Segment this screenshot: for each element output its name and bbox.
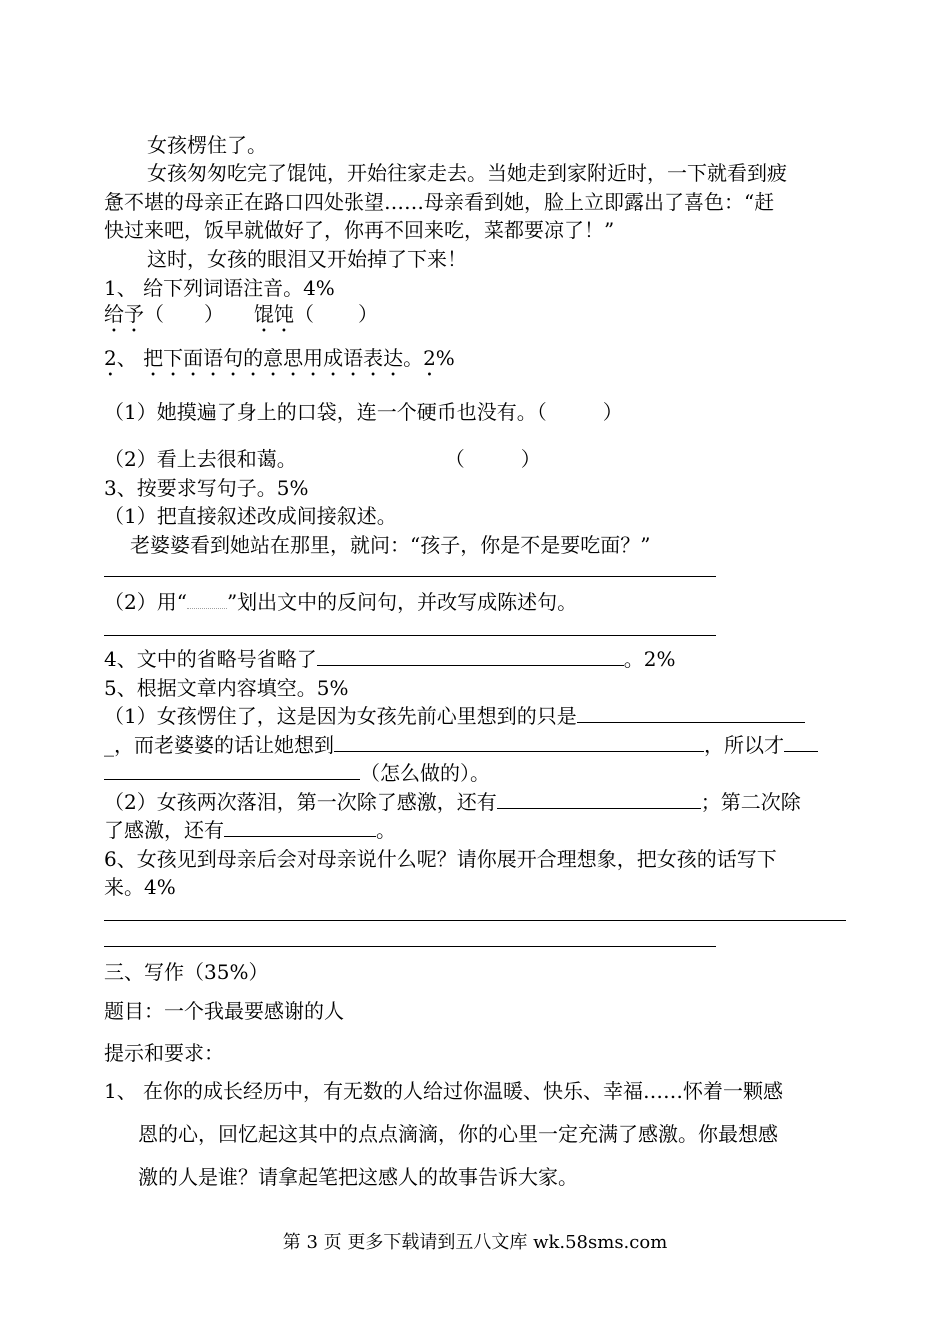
question-3-title: 3、按要求写句子。5% — [104, 476, 309, 500]
question-5-line: 了感激，还有 。 — [104, 818, 396, 842]
writing-hint-line: 激的人是谁？请拿起笔把这感人的故事告诉大家。 — [138, 1165, 578, 1189]
question-5-line: （怎么做的）。 — [104, 759, 490, 787]
fill-blank[interactable] — [784, 733, 818, 752]
question-2-text: 2、 把下面语句的意思用成语表达。2% — [104, 346, 455, 370]
question-1-title: 1、 给下列词语注音。4% — [104, 276, 335, 300]
story-line: 惫不堪的母亲正在路口四处张望……母亲看到她，脸上立即露出了喜色：“赶 — [104, 190, 775, 214]
writing-hint-title: 提示和要求： — [104, 1041, 224, 1065]
question-3-quote: 老婆婆看到她站在那里，就问：“孩子，你是不是要吃面？” — [130, 533, 651, 557]
wavy-underline-sample — [187, 594, 227, 609]
answer-line[interactable] — [104, 576, 716, 577]
page-footer: 第 3 页 更多下载请到五八文库 wk.58sms.com — [282, 1232, 668, 1253]
story-line: 这时，女孩的眼泪又开始掉了下来！ — [147, 247, 467, 271]
fill-blank[interactable] — [577, 704, 805, 723]
paren-open: （ — [144, 302, 164, 326]
word-geiyu: 给予 — [104, 302, 144, 326]
question-2-title — [104, 344, 455, 381]
question-2-item-1: （1）她摸遍了身上的口袋，连一个硬币也没有。（ ） — [104, 400, 623, 424]
question-5-title: 5、根据文章内容填空。5% — [104, 676, 349, 700]
fill-blank[interactable] — [497, 790, 701, 809]
writing-hint-line: 在你的成长经历中，有无数的人给过你温暖、快乐、幸福……怀着一颗感 — [143, 1079, 783, 1103]
ellipsis-blank[interactable] — [317, 647, 624, 666]
writing-topic: 题目：一个我最要感谢的人 — [104, 999, 344, 1023]
question-6-line: 6、女孩见到母亲后会对母亲说什么呢？请你展开合理想象，把女孩的话写下 — [104, 847, 777, 871]
paren-close: ） — [204, 302, 224, 326]
question-6-line: 来。4% — [104, 875, 176, 899]
answer-line[interactable] — [104, 946, 716, 947]
question-3-sub-1: （1）把直接叙述改成间接叙述。 — [104, 504, 397, 528]
writing-hint-line: 恩的心，回忆起这其中的点点滴滴，你的心里一定充满了感激。你最想感 — [138, 1122, 778, 1146]
question-5-line: （2）女孩两次落泪，第一次除了感激，还有 ；第二次除 — [104, 790, 801, 814]
question-5-line: （1）女孩愣住了，这是因为女孩先前心里想到的只是 — [104, 702, 805, 730]
question-1-words — [104, 300, 378, 337]
fill-blank[interactable] — [104, 761, 360, 780]
story-line: 快过来吧，饭早就做好了，你再不回来吃，菜都要凉了！” — [104, 218, 615, 242]
fill-blank[interactable] — [224, 818, 376, 837]
fill-blank[interactable] — [334, 733, 704, 752]
question-5-line: _，而老婆婆的话让她想到 ，所以才 — [104, 731, 818, 759]
writing-hint-number: 1、 — [104, 1079, 137, 1103]
paren-open: （ — [294, 302, 314, 326]
question-3-sub-2: （2）用“ ”划出文中的反问句，并改写成陈述句。 — [104, 590, 578, 614]
story-line: 女孩匆匆吃完了馄饨，开始往家走去。当她走到家附近时，一下就看到疲 — [147, 161, 787, 185]
writing-heading: 三、写作（35%） — [104, 960, 269, 984]
answer-line[interactable] — [104, 920, 846, 921]
answer-line[interactable] — [104, 635, 716, 636]
question-2-item-2: （2）看上去很和蔼。 （ ） — [104, 447, 541, 471]
word-huntun: 馄饨 — [254, 302, 294, 326]
paren-close: ） — [358, 302, 378, 326]
question-4: 4、文中的省略号省略了 。2% — [104, 647, 676, 671]
story-line: 女孩楞住了。 — [147, 133, 267, 157]
